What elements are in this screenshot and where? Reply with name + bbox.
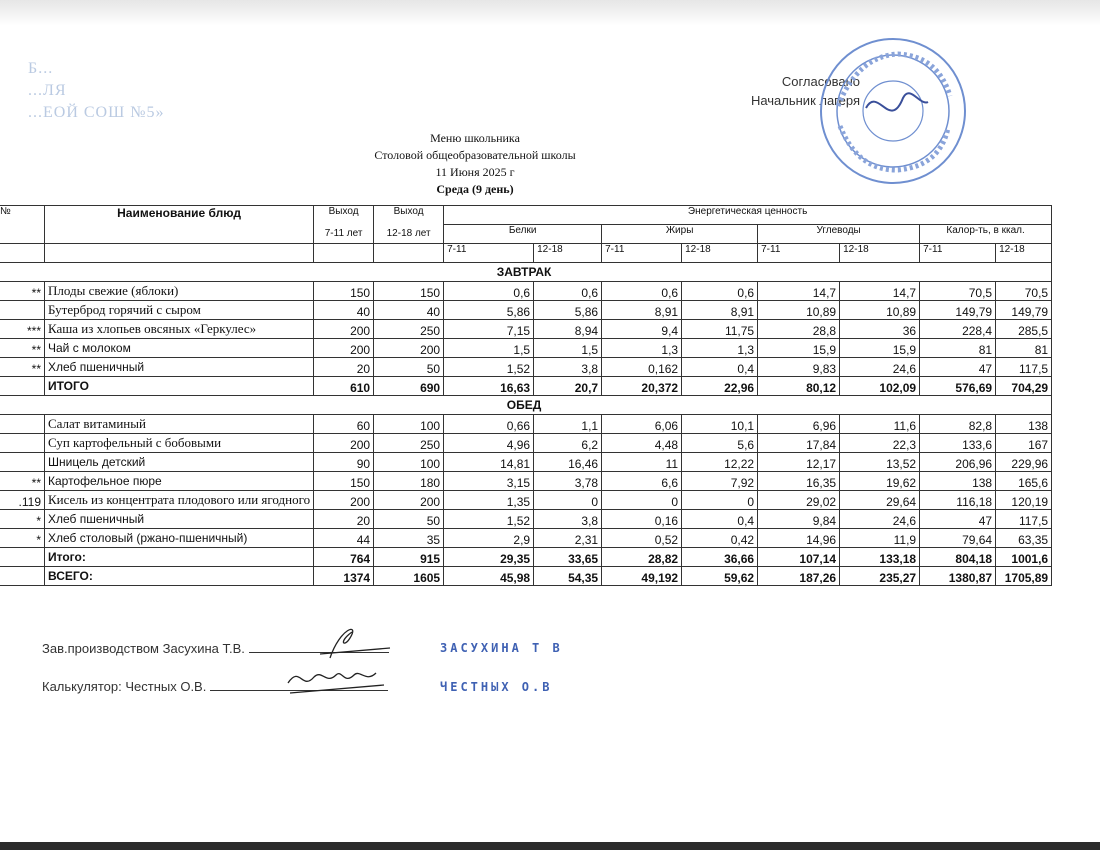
value-cell: 6,06 (602, 415, 682, 434)
value-cell: 1380,87 (920, 567, 996, 586)
recipe-number: ** (0, 472, 45, 491)
value-cell: 16,35 (758, 472, 840, 491)
col-out1-header (314, 206, 374, 244)
value-cell: 5,86 (444, 301, 534, 320)
value-cell: 6,6 (602, 472, 682, 491)
value-cell: 59,62 (682, 567, 758, 586)
value-cell: 47 (920, 358, 996, 377)
dish-name: Хлеб столовый (ржано-пшеничный) (45, 529, 314, 548)
value-cell: 8,91 (682, 301, 758, 320)
calc-name-stamp: ЧЕСТНЫХ О.В (440, 680, 553, 694)
value-cell: 1,3 (682, 339, 758, 358)
value-cell: 82,8 (920, 415, 996, 434)
dish-row (0, 358, 1052, 377)
value-cell: 150 (374, 282, 444, 301)
value-cell: 8,94 (534, 320, 602, 339)
value-cell: 11,6 (840, 415, 920, 434)
recipe-number: *** (0, 320, 45, 339)
value-cell: 0,4 (682, 358, 758, 377)
value-cell: 29,64 (840, 491, 920, 510)
value-cell: 0,42 (682, 529, 758, 548)
value-cell: 81 (996, 339, 1052, 358)
fats-header: Жиры (602, 225, 758, 244)
recipe-number: * (0, 510, 45, 529)
value-cell: 117,5 (996, 358, 1052, 377)
value-cell: 0,4 (682, 510, 758, 529)
value-cell: 120,19 (996, 491, 1052, 510)
value-cell: 16,46 (534, 453, 602, 472)
value-cell: 15,9 (758, 339, 840, 358)
value-cell: 200 (314, 491, 374, 510)
age-cell: 12-18 (840, 244, 920, 263)
value-cell: 200 (314, 339, 374, 358)
col-out1-sub: 7-11 лет (324, 228, 363, 239)
dish-name: Хлеб пшеничный (45, 510, 314, 529)
empty-cell (0, 567, 45, 586)
recipe-number: ** (0, 358, 45, 377)
value-cell: 150 (314, 282, 374, 301)
value-cell: 206,96 (920, 453, 996, 472)
dish-name: Каша из хлопьев овсяных «Геркулес» (45, 320, 314, 339)
value-cell: 1,52 (444, 358, 534, 377)
empty-cell (45, 244, 314, 263)
empty-cell (0, 377, 45, 396)
age-cell: 12-18 (996, 244, 1052, 263)
dish-name: Салат витаминый (45, 415, 314, 434)
value-cell: 0 (534, 491, 602, 510)
value-cell: 11,9 (840, 529, 920, 548)
empty-cell (0, 244, 45, 263)
value-cell: 60 (314, 415, 374, 434)
kcal-header: Калор-ть, в ккал. (920, 225, 1052, 244)
total-row (0, 377, 1052, 396)
value-cell: 29,35 (444, 548, 534, 567)
value-cell: 138 (996, 415, 1052, 434)
value-cell: 0,162 (602, 358, 682, 377)
value-cell: 5,86 (534, 301, 602, 320)
scan-edge-bottom (0, 842, 1100, 850)
value-cell: 22,3 (840, 434, 920, 453)
value-cell: 1,5 (444, 339, 534, 358)
value-cell: 9,84 (758, 510, 840, 529)
value-cell: 0,52 (602, 529, 682, 548)
value-cell: 2,9 (444, 529, 534, 548)
age-cell: 7-11 (758, 244, 840, 263)
value-cell: 28,82 (602, 548, 682, 567)
value-cell: 44 (314, 529, 374, 548)
value-cell: 1,1 (534, 415, 602, 434)
value-cell: 250 (374, 434, 444, 453)
dish-name: Хлеб пшеничный (45, 358, 314, 377)
value-cell: 0,66 (444, 415, 534, 434)
recipe-number: ** (0, 339, 45, 358)
col-out2-label: Выход (393, 206, 424, 217)
dish-name: Суп картофельный с бобовыми (45, 434, 314, 453)
value-cell: 200 (374, 339, 444, 358)
value-cell: 20 (314, 358, 374, 377)
value-cell: 45,98 (444, 567, 534, 586)
value-cell: 14,7 (840, 282, 920, 301)
faded-stamp-line: ...ЛЯ (28, 82, 67, 99)
value-cell: 36,66 (682, 548, 758, 567)
value-cell: 3,8 (534, 358, 602, 377)
value-cell: 90 (314, 453, 374, 472)
value-cell: 13,52 (840, 453, 920, 472)
value-cell: 20,372 (602, 377, 682, 396)
value-cell: 63,35 (996, 529, 1052, 548)
dish-name: Плоды свежие (яблоки) (45, 282, 314, 301)
value-cell: 764 (314, 548, 374, 567)
value-cell: 149,79 (996, 301, 1052, 320)
section-row (0, 396, 1052, 415)
dish-row (0, 320, 1052, 339)
value-cell: 0,6 (444, 282, 534, 301)
header-row (0, 206, 1052, 225)
age-cell: 7-11 (920, 244, 996, 263)
value-cell: 24,6 (840, 510, 920, 529)
dish-name: Бутерброд горячий с сыром (45, 301, 314, 320)
value-cell: 47 (920, 510, 996, 529)
value-cell: 1,35 (444, 491, 534, 510)
value-cell: 12,17 (758, 453, 840, 472)
value-cell: 0,6 (602, 282, 682, 301)
value-cell: 915 (374, 548, 444, 567)
recipe-number: .119 (0, 491, 45, 510)
col-name-header: Наименование блюд (45, 206, 314, 244)
dish-row (0, 301, 1052, 320)
value-cell: 80,12 (758, 377, 840, 396)
value-cell: 22,96 (682, 377, 758, 396)
value-cell: 200 (314, 434, 374, 453)
value-cell: 2,31 (534, 529, 602, 548)
value-cell: 7,92 (682, 472, 758, 491)
value-cell: 100 (374, 415, 444, 434)
empty-cell (314, 244, 374, 263)
value-cell: 4,48 (602, 434, 682, 453)
total-label: Итого: (45, 548, 314, 567)
value-cell: 167 (996, 434, 1052, 453)
value-cell: 133,6 (920, 434, 996, 453)
value-cell: 200 (314, 320, 374, 339)
value-cell: 133,18 (840, 548, 920, 567)
value-cell: 107,14 (758, 548, 840, 567)
col-out2-sub: 12-18 лет (386, 228, 431, 239)
value-cell: 24,6 (840, 358, 920, 377)
dish-row (0, 282, 1052, 301)
approval-role: Начальник лагеря (750, 93, 860, 108)
empty-cell (0, 548, 45, 567)
value-cell: 28,8 (758, 320, 840, 339)
col-out2-header (374, 206, 444, 244)
value-cell: 49,192 (602, 567, 682, 586)
col-out1-label: Выход (328, 206, 359, 217)
value-cell: 0 (602, 491, 682, 510)
dish-name: Чай с молоком (45, 339, 314, 358)
value-cell: 40 (314, 301, 374, 320)
value-cell: 81 (920, 339, 996, 358)
dish-name: Шницель детский (45, 453, 314, 472)
value-cell: 0 (682, 491, 758, 510)
value-cell: 10,1 (682, 415, 758, 434)
age-cell: 7-11 (602, 244, 682, 263)
value-cell: 20,7 (534, 377, 602, 396)
date-line: 11 Июня 2025 г (435, 165, 515, 179)
value-cell: 1374 (314, 567, 374, 586)
title-line: Меню школьника (430, 131, 520, 145)
value-cell: 1705,89 (996, 567, 1052, 586)
calc-label: Калькулятор: (42, 679, 122, 694)
grand-total-row (0, 567, 1052, 586)
value-cell: 149,79 (920, 301, 996, 320)
dish-row (0, 339, 1052, 358)
dish-row (0, 529, 1052, 548)
value-cell: 150 (314, 472, 374, 491)
production-name: Засухина Т.В. (162, 641, 245, 656)
value-cell: 10,89 (758, 301, 840, 320)
value-cell: 79,64 (920, 529, 996, 548)
value-cell: 20 (314, 510, 374, 529)
total-label: ИТОГО (45, 377, 314, 396)
subtitle-line: Столовой общеобразовательной школы (374, 148, 576, 162)
value-cell: 235,27 (840, 567, 920, 586)
dish-name: Кисель из концентрата плодового или ягодного (45, 491, 314, 510)
value-cell: 36 (840, 320, 920, 339)
value-cell: 33,65 (534, 548, 602, 567)
value-cell: 138 (920, 472, 996, 491)
recipe-number (0, 301, 45, 320)
value-cell: 11 (602, 453, 682, 472)
dish-row (0, 510, 1052, 529)
value-cell: 0,16 (602, 510, 682, 529)
faded-stamp (28, 58, 165, 124)
age-cell: 12-18 (682, 244, 758, 263)
section-row (0, 263, 1052, 282)
value-cell: 1,3 (602, 339, 682, 358)
round-seal-stamp (818, 36, 968, 186)
value-cell: 1,5 (534, 339, 602, 358)
faded-stamp-line: ...ЕОЙ СОШ №5» (28, 104, 165, 121)
value-cell: 19,62 (840, 472, 920, 491)
value-cell: 17,84 (758, 434, 840, 453)
recipe-number (0, 453, 45, 472)
value-cell: 704,29 (996, 377, 1052, 396)
value-cell: 6,2 (534, 434, 602, 453)
proteins-header: Белки (444, 225, 602, 244)
value-cell: 35 (374, 529, 444, 548)
col-recipe-header: № (0, 206, 45, 244)
section-title: ОБЕД (0, 396, 1052, 415)
menu-title-block (300, 130, 650, 198)
value-cell: 610 (314, 377, 374, 396)
value-cell: 0,6 (682, 282, 758, 301)
value-cell: 1605 (374, 567, 444, 586)
value-cell: 3,15 (444, 472, 534, 491)
dish-row (0, 491, 1052, 510)
value-cell: 165,6 (996, 472, 1052, 491)
value-cell: 1,52 (444, 510, 534, 529)
value-cell: 117,5 (996, 510, 1052, 529)
carbs-header: Углеводы (758, 225, 920, 244)
value-cell: 3,8 (534, 510, 602, 529)
section-title: ЗАВТРАК (0, 263, 1052, 282)
value-cell: 12,22 (682, 453, 758, 472)
value-cell: 5,6 (682, 434, 758, 453)
age-header-row (0, 244, 1052, 263)
value-cell: 102,09 (840, 377, 920, 396)
grand-total-label: ВСЕГО: (45, 567, 314, 586)
menu-table (0, 205, 1052, 586)
value-cell: 3,78 (534, 472, 602, 491)
value-cell: 40 (374, 301, 444, 320)
value-cell: 7,15 (444, 320, 534, 339)
value-cell: 4,96 (444, 434, 534, 453)
total-row (0, 548, 1052, 567)
recipe-number (0, 434, 45, 453)
production-label: Зав.производством (42, 641, 159, 656)
recipe-number (0, 415, 45, 434)
value-cell: 116,18 (920, 491, 996, 510)
value-cell: 14,81 (444, 453, 534, 472)
value-cell: 187,26 (758, 567, 840, 586)
age-cell: 7-11 (444, 244, 534, 263)
dish-row (0, 472, 1052, 491)
value-cell: 16,63 (444, 377, 534, 396)
scan-edge-shadow (0, 0, 1100, 26)
faded-stamp-line: Б... (28, 60, 54, 77)
value-cell: 229,96 (996, 453, 1052, 472)
value-cell: 228,4 (920, 320, 996, 339)
value-cell: 29,02 (758, 491, 840, 510)
energy-header: Энергетическая ценность (444, 206, 1052, 225)
value-cell: 8,91 (602, 301, 682, 320)
value-cell: 9,83 (758, 358, 840, 377)
value-cell: 14,7 (758, 282, 840, 301)
value-cell: 6,96 (758, 415, 840, 434)
value-cell: 690 (374, 377, 444, 396)
approval-label: Согласовано (781, 74, 860, 89)
dish-row (0, 434, 1052, 453)
recipe-number: ** (0, 282, 45, 301)
value-cell: 100 (374, 453, 444, 472)
handwritten-signature (280, 655, 400, 700)
dish-name: Картофельное пюре (45, 472, 314, 491)
value-cell: 14,96 (758, 529, 840, 548)
value-cell: 9,4 (602, 320, 682, 339)
value-cell: 180 (374, 472, 444, 491)
value-cell: 200 (374, 491, 444, 510)
value-cell: 70,5 (920, 282, 996, 301)
day-line: Среда (9 день) (436, 182, 514, 196)
value-cell: 250 (374, 320, 444, 339)
value-cell: 54,35 (534, 567, 602, 586)
value-cell: 15,9 (840, 339, 920, 358)
value-cell: 1001,6 (996, 548, 1052, 567)
empty-cell (374, 244, 444, 263)
value-cell: 285,5 (996, 320, 1052, 339)
value-cell: 576,69 (920, 377, 996, 396)
value-cell: 50 (374, 510, 444, 529)
value-cell: 804,18 (920, 548, 996, 567)
calc-name: Честных О.В. (125, 679, 207, 694)
value-cell: 0,6 (534, 282, 602, 301)
age-cell: 12-18 (534, 244, 602, 263)
dish-row (0, 453, 1052, 472)
value-cell: 10,89 (840, 301, 920, 320)
production-name-stamp: ЗАСУХИНА Т В (440, 641, 563, 655)
value-cell: 50 (374, 358, 444, 377)
dish-row (0, 415, 1052, 434)
value-cell: 11,75 (682, 320, 758, 339)
value-cell: 70,5 (996, 282, 1052, 301)
recipe-number: * (0, 529, 45, 548)
